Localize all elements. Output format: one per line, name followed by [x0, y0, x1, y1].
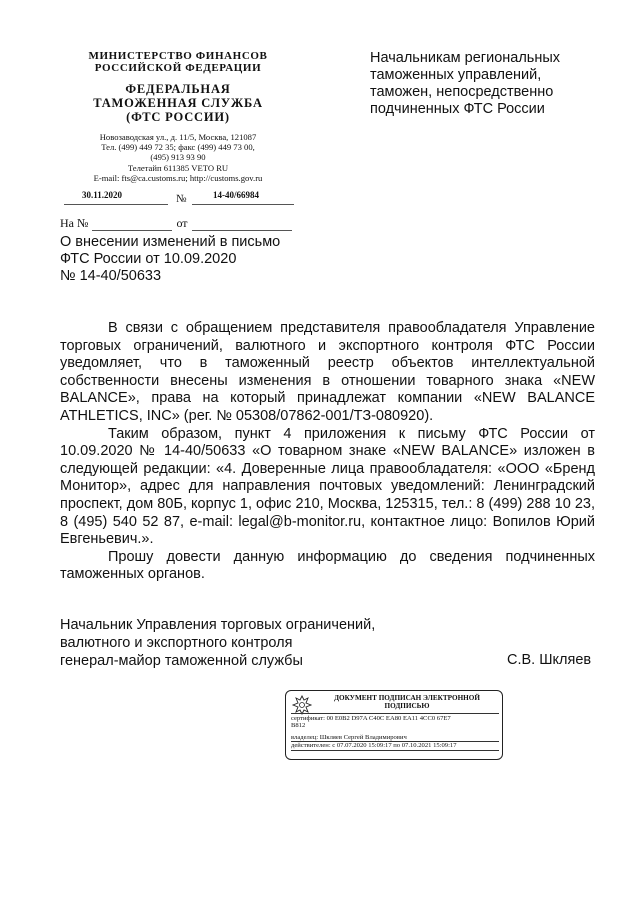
- certificate-line-cont: B812: [291, 722, 306, 729]
- recipient-line-3: таможен, непосредственно: [370, 84, 554, 100]
- registration-number: 14-40/66984: [213, 190, 259, 200]
- recipient-line-2: таможенных управлений,: [370, 67, 542, 83]
- email-line: E-mail: fts@ca.customs.ru; http://customs.gov.ru: [93, 172, 263, 183]
- service-line-2: ТАМОЖЕННАЯ СЛУЖБА: [93, 96, 263, 110]
- stamp-divider: [291, 713, 499, 714]
- recipient-line-1: Начальникам региональных: [370, 50, 561, 66]
- subject-line-3: № 14-40/50633: [60, 268, 162, 284]
- service-name: [58, 82, 298, 124]
- paragraph-3: Прошу довести данную информацию до сведения подчиненных таможенных органов.: [60, 548, 595, 583]
- position-line-2: валютного и экспортного контроля: [60, 635, 293, 651]
- reference-line: [60, 216, 296, 231]
- paragraph-2: Таким образом, пункт 4 приложения к письму ФТС России от 10.09.2020 № 14-40/50633 «О товарном знаке «NEW BALANCE» изложен в следующей редакции: «4. Доверенные лица правообладателя: «ООО «Бренд Монитор», адрес для направления почтовых уведомлений: Ленинградский проспект, дом 80Б, корпус 1, офис 210, Москва, 125315, тел.: 8 (499) 288 10 23, 8 (495) 540 52 87, e-mail: legal@b-monitor.ru, контактное лицо: Вопилов Юрий Евгеньевич.».: [60, 425, 595, 548]
- stamp-title: [316, 694, 498, 711]
- registration-line: [58, 188, 298, 212]
- teletype-line: Телетайп 611385 VETO RU: [127, 162, 229, 173]
- registration-date: 30.11.2020: [82, 190, 123, 200]
- letter-subject: [60, 234, 280, 285]
- reference-date-blank: [192, 218, 292, 231]
- paragraph-1: В связи с обращением представителя правообладателя Управление торговых ограничений, валютного и экспортного контроля ФТС России уведомляет, что в таможенный реестр объектов интеллектуальной собственности внесены изменения в отношении товарного знака «NEW BALANCE», права на который принадлежат компании «NEW BALANCE ATHLETICS, INC» (рег. № 05308/07862-001/ТЗ-080920).: [60, 320, 595, 424]
- recipient-line-4: подчиненных ФТС России: [370, 101, 545, 117]
- reference-from-label: от: [176, 216, 188, 230]
- signatory-name: С.В. Шкляев: [507, 652, 592, 668]
- subject-line-1: О внесении изменений в письмо: [60, 234, 281, 250]
- stamp-title-line-2: ПОДПИСЬЮ: [384, 702, 430, 711]
- contact-block: [58, 132, 298, 183]
- owner-line: владелец: Шкляев Сергей Владимирович: [291, 734, 407, 741]
- ministry-line-1: МИНИСТЕРСТВО ФИНАНСОВ: [88, 50, 268, 62]
- certificate-line: сертификат: 00 E0B2 D97A C40C EA80 EA11 4CC0 67E7: [291, 715, 451, 722]
- e-signature-stamp: [285, 690, 503, 760]
- date-underline: [64, 204, 168, 205]
- service-line-1: ФЕДЕРАЛЬНАЯ: [125, 82, 231, 96]
- ministry-name: [58, 50, 298, 74]
- stamp-title-line-1: ДОКУМЕНТ ПОДПИСАН ЭЛЕКТРОННОЙ: [334, 694, 480, 702]
- service-line-3: (ФТС РОССИИ): [126, 110, 230, 124]
- number-underline: [192, 204, 294, 205]
- reference-label: На №: [60, 216, 89, 230]
- letterhead: [58, 50, 298, 205]
- address-line: Новозаводская ул., д. 11/5, Москва, 121087: [99, 132, 257, 142]
- subject-line-2: ФТС России от 10.09.2020: [60, 251, 237, 267]
- position-line-3: генерал-майор таможенной службы: [60, 653, 303, 669]
- number-sign: №: [176, 193, 187, 205]
- position-line-1: Начальник Управления торговых ограничений,: [60, 617, 376, 633]
- letter-body: [60, 320, 595, 584]
- phone-line-2: (495) 913 93 90: [150, 152, 206, 163]
- ministry-line-2: РОССИЙСКОЙ ФЕДЕРАЦИИ: [94, 62, 262, 74]
- validity-line: действителен: с 07.07.2020 15:09:17 по 07.10.2021 15:09:17: [291, 742, 457, 749]
- recipient-block: [370, 50, 590, 118]
- phone-line: Тел. (499) 449 72 35; факс (499) 449 73 00,: [101, 142, 255, 153]
- reference-number-blank: [92, 218, 172, 231]
- stamp-divider: [291, 750, 499, 751]
